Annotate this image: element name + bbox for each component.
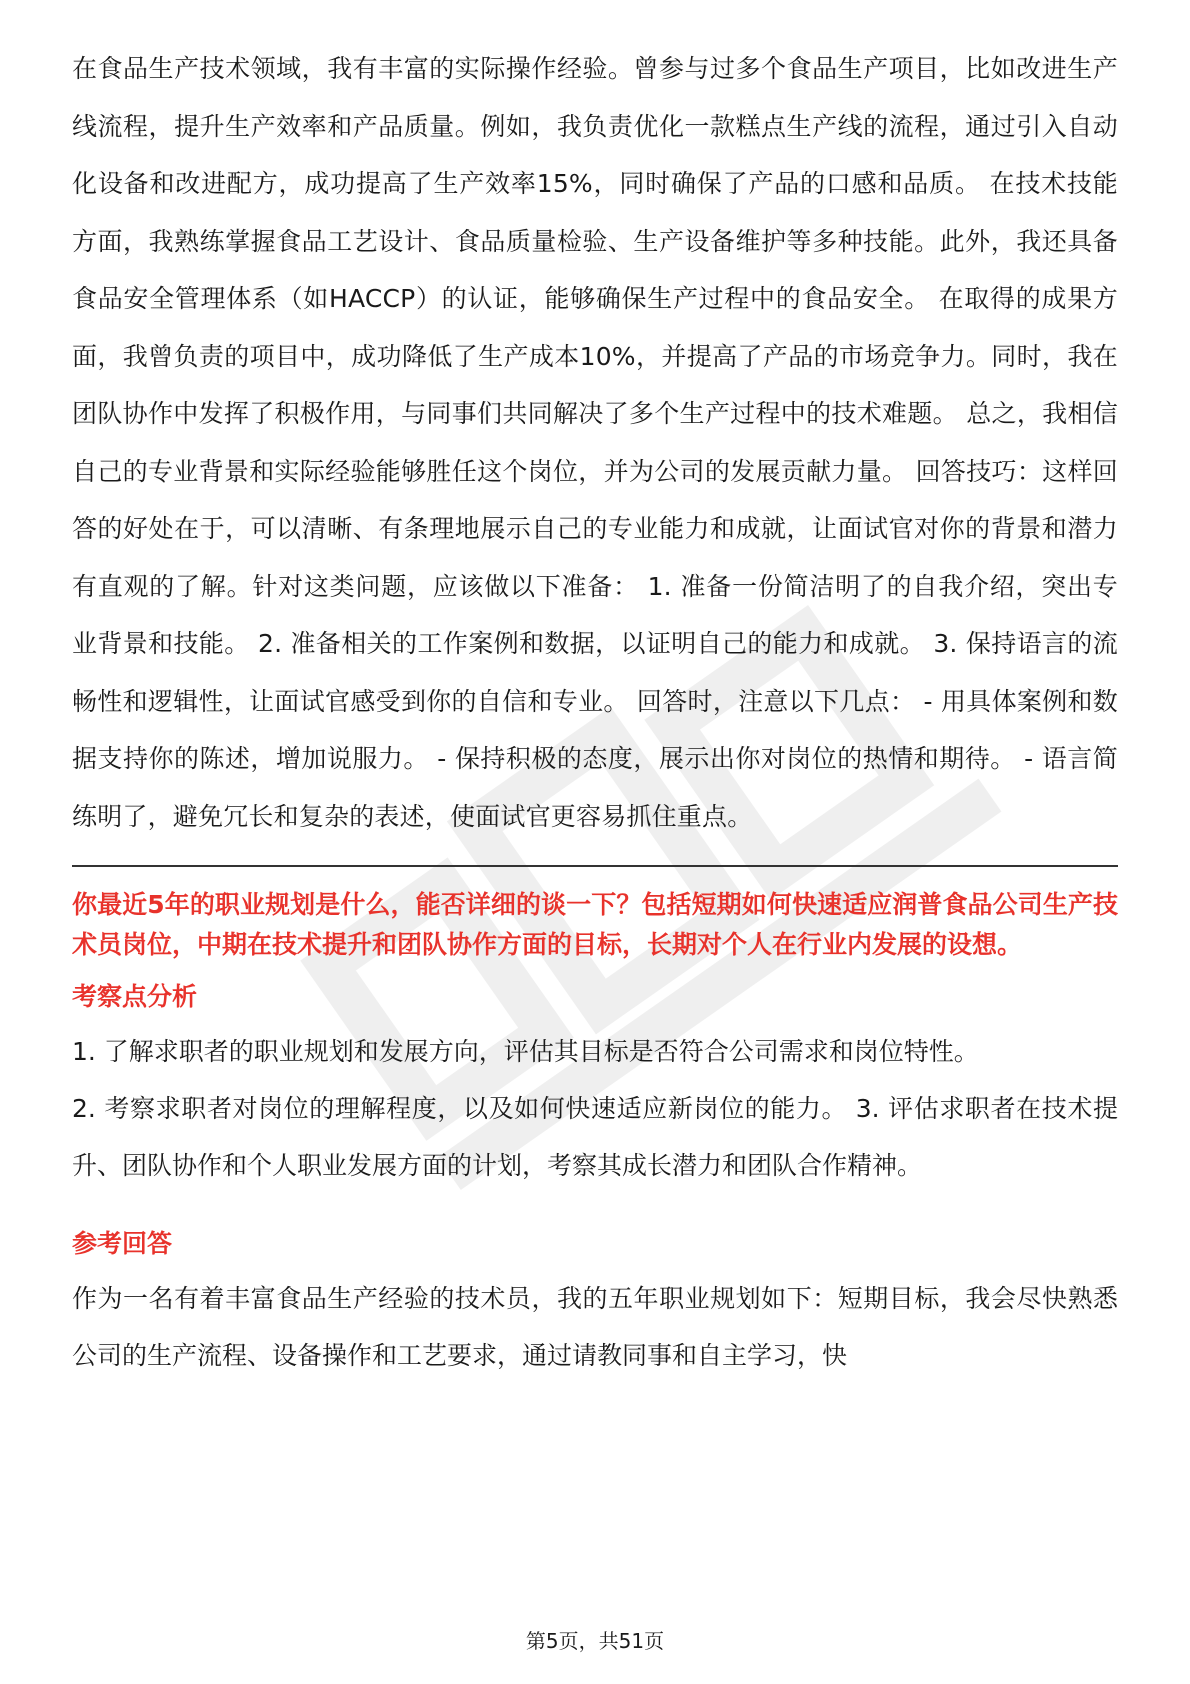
interview-question: 你最近5年的职业规划是什么，能否详细的谈一下？包括短期如何快速适应润普食品公司生产技术员岗位，中期在技术提升和团队协作方面的目标，长期对个人在行业内发展的设想。 <box>72 890 1118 959</box>
section-divider <box>72 865 1118 867</box>
analysis-line-2: 2. 考察求职者对岗位的理解程度，以及如何快速适应新岗位的能力。 3. 评估求职者在技术提升、团队协作和个人职业发展方面的计划，考察其成长潜力和团队合作精神。 <box>72 1094 1118 1180</box>
analysis-heading: 考察点分析 <box>72 982 198 1011</box>
page-number: 第5页，共51页 <box>525 1629 665 1653</box>
analysis-line-1: 1. 了解求职者的职业规划和发展方向，评估其目标是否符合公司需求和岗位特性。 <box>72 1037 979 1066</box>
spacer <box>72 1194 1118 1212</box>
answer-text: 作为一名有着丰富食品生产经验的技术员，我的五年职业规划如下：短期目标，我会尽快熟悉公司的生产流程、设备操作和工艺要求，通过请教同事和自主学习，快 <box>72 1284 1118 1370</box>
document-page <box>72 40 1118 1384</box>
answer-heading: 参考回答 <box>72 1229 173 1258</box>
body-paragraph: 在食品生产技术领域，我有丰富的实际操作经验。曾参与过多个食品生产项目，比如改进生产线流程，提升生产效率和产品质量。例如，我负责优化一款糕点生产线的流程，通过引入自动化设备和改进配方，成功提高了生产效率15%，同时确保了产品的口感和品质。 在技术技能方面，我熟练掌握食品工艺设计、食品质量检验、生产设备维护等多种技能。此外，我还具备食品安全管理体系（如HACCP）的认证，能够确保生产过程中的食品安全。 在取得的成果方面，我曾负责的项目中，成功降低了生产成本10%，并提高了产品的市场竞争力。同时，我在团队协作中发挥了积极作用，与同事们共同解决了多个生产过程中的技术难题。 总之，我相信自己的专业背景和实际经验能够胜任这个岗位，并为公司的发展贡献力量。 回答技巧：这样回答的好处在于，可以清晰、有条理地展示自己的专业能力和成就，让面试官对你的背景和潜力有直观的了解。针对这类问题，应该做以下准备： 1. 准备一份简洁明了的自我介绍，突出专业背景和技能。 2. 准备相关的工作案例和数据，以证明自己的能力和成就。 3. 保持语言的流畅性和逻辑性，让面试官感受到你的自信和专业。 回答时，注意以下几点： - 用具体案例和数据支持你的陈述，增加说服力。 - 保持积极的态度，展示出你对岗位的热情和期待。 - 语言简练明了，避免冗长和复杂的表述，使面试官更容易抓住重点。 <box>72 54 1118 831</box>
